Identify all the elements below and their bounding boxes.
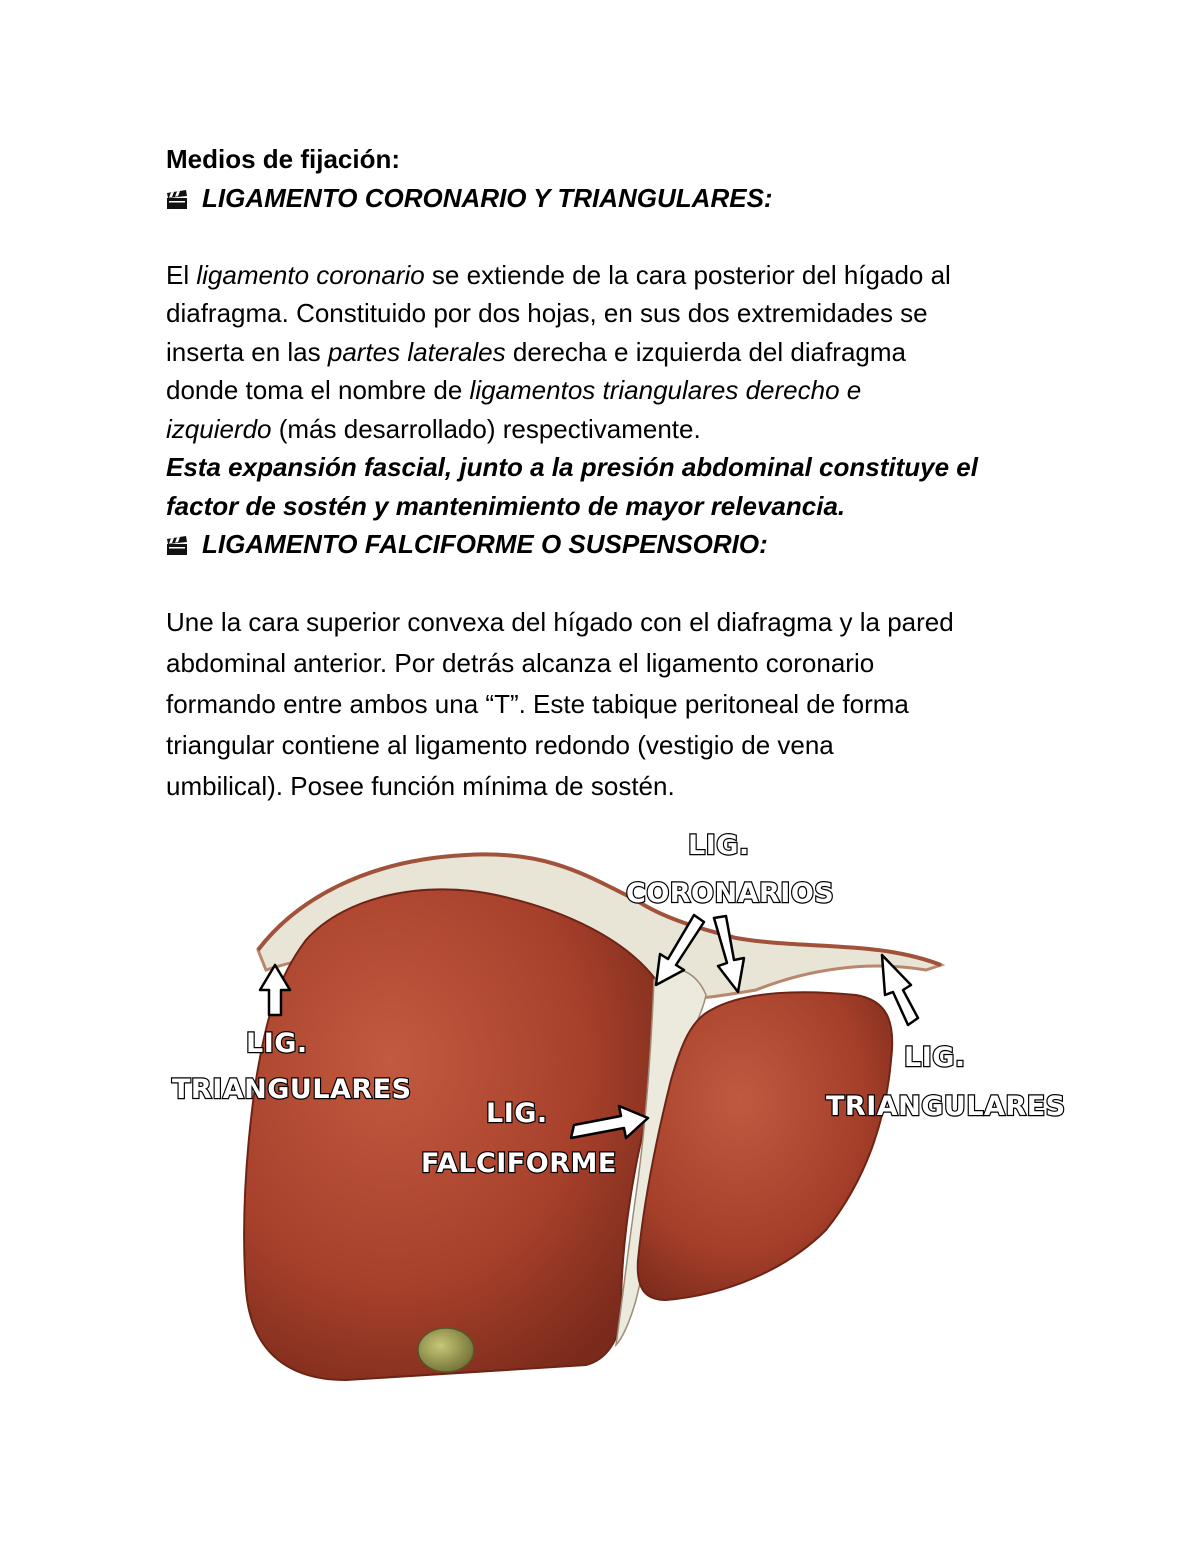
liver-right-lobe — [244, 889, 665, 1380]
clapperboard-icon — [166, 536, 188, 556]
paragraph-1-line-4 — [166, 371, 1046, 410]
text-run: El — [166, 259, 197, 290]
spacer — [166, 564, 1046, 603]
label-triangulares-right-line-2: TRIANGULARES — [826, 1091, 1066, 1122]
paragraph-2-line-2: abdominal anterior. Por detrás alcanza el ligamento coronario — [166, 648, 875, 678]
text-run: se extiende de la cara posterior del hígado al — [424, 259, 951, 290]
text-run: derecha e izquierda del diafragma — [505, 336, 906, 367]
label-falciforme-line-1: LIG. — [486, 1098, 548, 1129]
emphasis-line-2: factor de sostén y mantenimiento de mayor relevancia. — [166, 490, 846, 521]
label-falciforme-line-2: FALCIFORME — [421, 1148, 617, 1179]
paragraph-2-line-1: Une la cara superior convexa del hígado con el diafragma y la pared — [166, 607, 954, 637]
italic-term: partes laterales — [327, 336, 506, 367]
text-run: (más desarrollado) respectivamente. — [271, 413, 701, 444]
paragraph-1-line-3 — [166, 333, 1046, 372]
label-triangulares-left-line-2: TRIANGULARES — [172, 1074, 412, 1105]
section-title: Medios de fijación: — [166, 144, 401, 174]
paragraph-2-line-4: triangular contiene al ligamento redondo (vestigio de vena — [166, 730, 834, 760]
text-run: inserta en las — [166, 336, 328, 367]
clapperboard-icon — [166, 190, 188, 210]
emphasis-line-1: Esta expansión fascial, junto a la presión abdominal constituye el — [166, 452, 978, 482]
label-triangulares-left-line-1: LIG. — [246, 1028, 308, 1059]
italic-term: izquierdo — [166, 413, 272, 444]
liver-illustration — [166, 820, 1066, 1390]
heading-falciforme — [166, 525, 1046, 564]
liver-figure — [166, 820, 1066, 1390]
heading-coronario-text: LIGAMENTO CORONARIO Y TRIANGULARES: — [202, 182, 773, 213]
label-coronarios-line-1: LIG. — [688, 830, 750, 861]
paragraph-2-line-3: formando entre ambos una “T”. Este tabique peritoneal de forma — [166, 689, 909, 719]
paragraph-1-line-1 — [166, 256, 1046, 295]
paragraph-1-line-2: diafragma. Constituido por dos hojas, en sus dos extremidades se — [166, 298, 928, 328]
spacer — [166, 217, 1046, 256]
heading-falciforme-text: LIGAMENTO FALCIFORME O SUSPENSORIO: — [202, 529, 768, 559]
italic-term: ligamento coronario — [196, 259, 425, 290]
label-coronarios-line-2: CORONARIOS — [626, 878, 835, 909]
label-triangulares-right-line-1: LIG. — [904, 1042, 966, 1073]
heading-coronario — [166, 179, 1046, 218]
paragraph-2-line-5: umbilical). Posee función mínima de sostén. — [166, 771, 675, 801]
text-run: donde toma el nombre de — [166, 375, 470, 405]
italic-term: ligamentos triangulares derecho e — [469, 375, 862, 405]
text-content — [166, 140, 1046, 807]
paragraph-2 — [166, 602, 1046, 807]
gallbladder — [418, 1328, 474, 1372]
paragraph-1-line-5 — [166, 410, 1046, 449]
